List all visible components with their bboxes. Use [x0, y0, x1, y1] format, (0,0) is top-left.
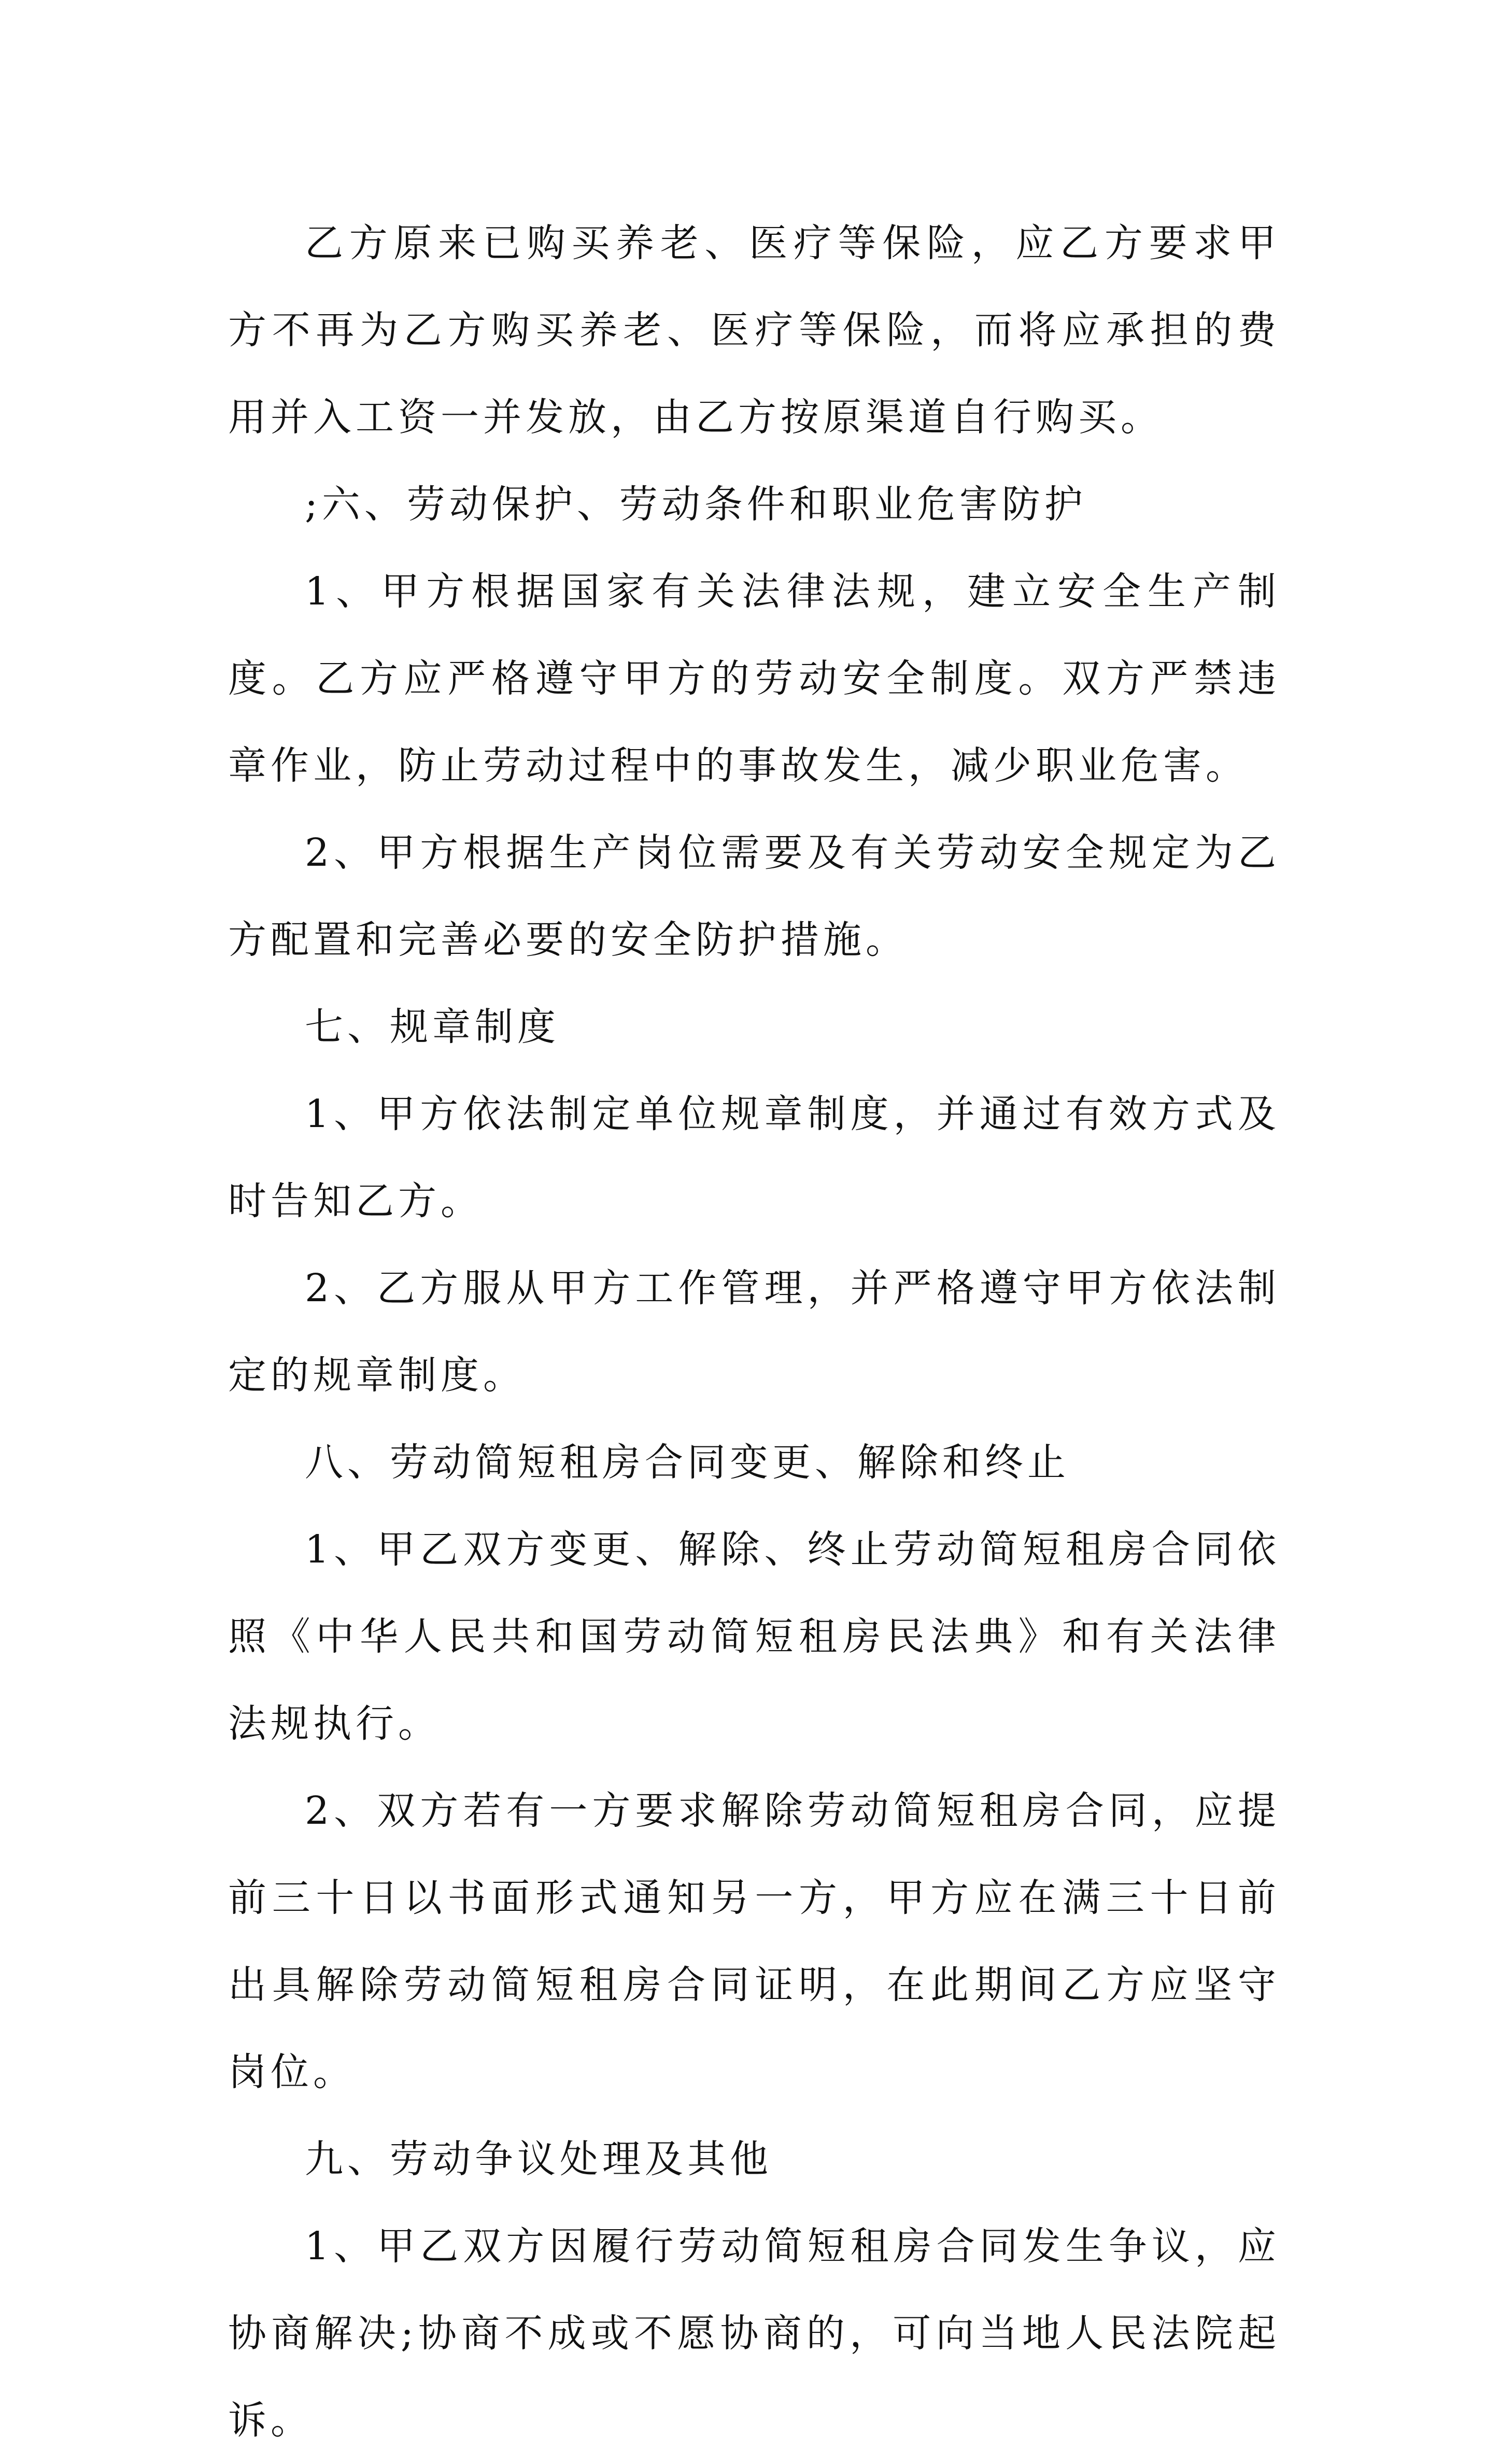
- section-heading-labor-protection: ;六、劳动保护、劳动条件和职业危害防护: [305, 482, 1087, 527]
- paragraph-dispute-resolution: 1、甲乙双方因履行劳动简短租房合同发生争议，应协商解决;协商不成或不愿协商的，可向当地人民法院起诉。: [228, 2224, 1280, 2443]
- paragraph-contract-law: 1、甲乙双方变更、解除、终止劳动简短租房合同依照《中华人民共和国劳动简短租房民法典》和有关法律法规执行。: [228, 1527, 1280, 1746]
- paragraph-safety-measures: 2、甲方根据生产岗位需要及有关劳动安全规定为乙方配置和完善必要的安全防护措施。: [228, 830, 1280, 962]
- paragraph-rules-compliance: 2、乙方服从甲方工作管理，并严格遵守甲方依法制定的规章制度。: [228, 1266, 1280, 1398]
- section-heading-disputes: 九、劳动争议处理及其他: [305, 2137, 772, 2181]
- paragraph-rules-notice: 1、甲方依法制定单位规章制度，并通过有效方式及时告知乙方。: [228, 1092, 1280, 1223]
- document-body: [228, 200, 1280, 2464]
- section-heading-rules: 七、规章制度: [305, 1005, 560, 1049]
- section-heading-contract-change: 八、劳动简短租房合同变更、解除和终止: [305, 1440, 1070, 1485]
- paragraph-safety-system: 1、甲方根据国家有关法律法规，建立安全生产制度。乙方应严格遵守甲方的劳动安全制度。双方严禁违章作业，防止劳动过程中的事故发生，减少职业危害。: [228, 569, 1280, 788]
- paragraph-termination-notice: 2、双方若有一方要求解除劳动简短租房合同，应提前三十日以书面形式通知另一方，甲方应在满三十日前出具解除劳动简短租房合同证明，在此期间乙方应坚守岗位。: [228, 1789, 1280, 2094]
- paragraph-insurance: 乙方原来已购买养老、医疗等保险，应乙方要求甲方不再为乙方购买养老、医疗等保险，而将应承担的费用并入工资一并发放，由乙方按原渠道自行购买。: [228, 221, 1280, 440]
